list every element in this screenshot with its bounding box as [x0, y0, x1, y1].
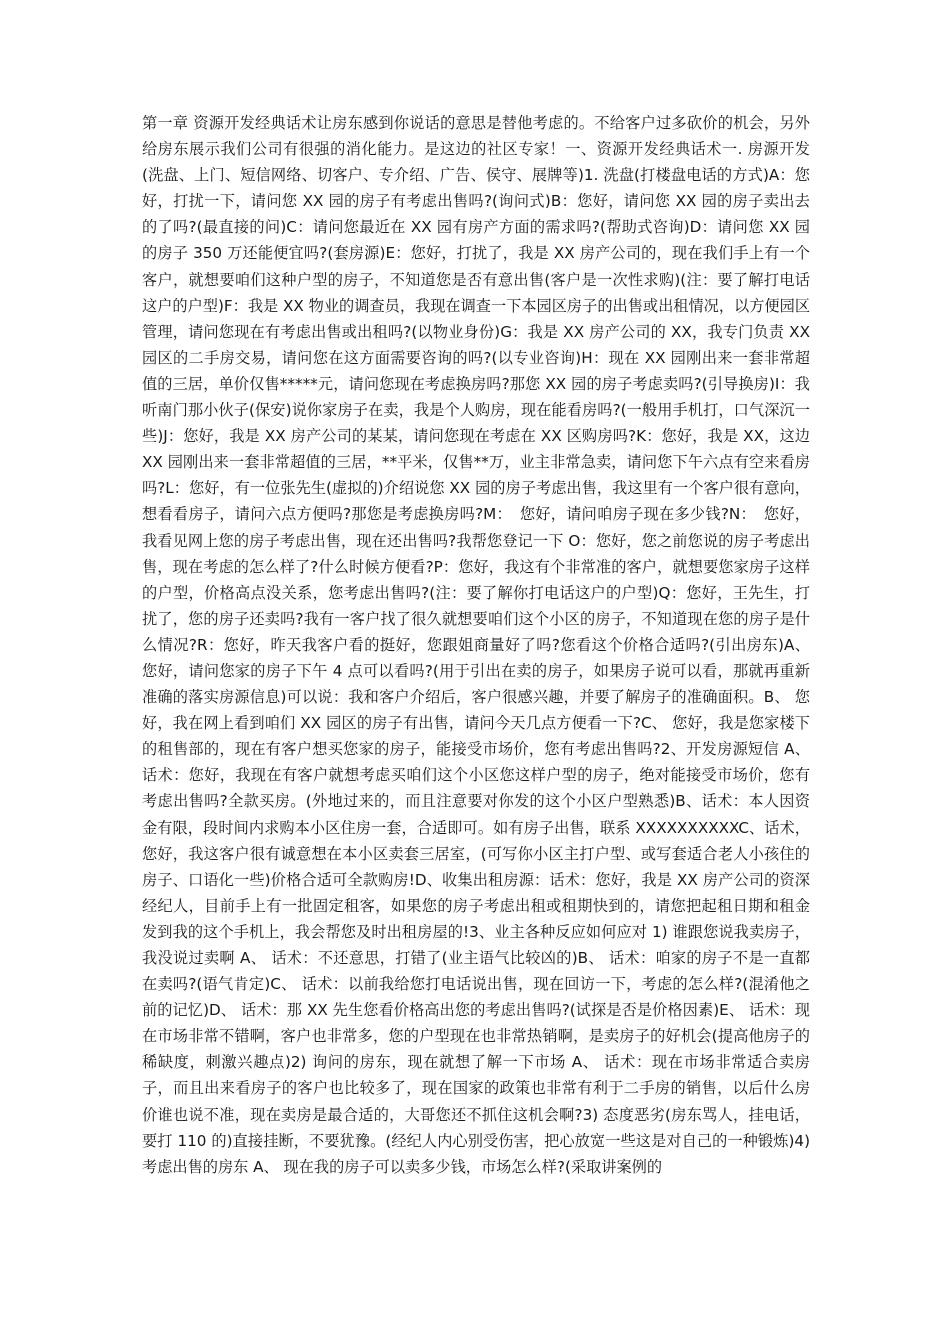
document-body-text: 第一章 资源开发经典话术让房东感到你说话的意思是替他考虑的。不给客户过多砍价的机会，另外给房东展示我们公司有很强的消化能力。是这边的社区专家！一、资源开发经典话术一. 房源开发(洗盘、上门、短信网络、切客户、专介绍、广告、侯守、展牌等)1. 洗盘(打楼盘电话的方式)A：您好，打扰一下，请问您 XX 园的房子有考虑出售吗?(询问式)B：您好，请问您 XX 园的房子卖出去的了吗?(最直接的问)C：请问您最近在 XX 园有房产方面的需求吗?(帮助式咨询)D：请问您 XX 园的房子 350 万还能便宜吗?(套房源)E：您好，打扰了，我是 XX 房产公司的，现在我们手上有一个客户，就想要咱们这种户型的房子，不知道您是否有意出售(客户是一次性求购)(注：要了解打电话这户的户型)F：我是 XX 物业的调查员，我现在调查一下本园区房子的出售或出租情况，以方便园区管理，请问您现在有考虑出售或出租吗?(以物业身份)G：我是 XX 房产公司的 XX，我专门负责 XX 园区的二手房交易，请问您在这方面需要咨询的吗?(以专业咨询)H：现在 XX 园刚出来一套非常超值的三居，单价仅售*****元，请问您现在考虑换房吗?那您 XX 园的房子考虑卖吗?(引导换房)I：我听南门那小伙子(保安)说你家房子在卖，我是个人购房，现在能看房吗?(一般用手机打，口气深沉一些)J：您好，我是 XX 房产公司的某某，请问您现在考虑在 XX 区购房吗?K：您好，我是 XX，这边 XX 园刚出来一套非常超值的三居，**平米，仅售**万，业主非常急卖，请问您下午六点有空来看房吗?L：您好，有一位张先生(虚拟的)介绍说您 XX 园的房子考虑出售，我这里有一个客户很有意向，想看看房子，请问六点方便吗?那您是考虑换房吗?M： 您好，请问咱房子现在多少钱?N： 您好，我看见网上您的房子考虑出售，现在还出售吗?我帮您登记一下 O：您好，您之前您说的房子考虑出售，现在考虑的怎么样了?什么时候方便看?P：您好，我这有个非常准的客户，就想要您家房子这样的户型，价格高点没关系，您考虑出售吗?(注：要了解你打电话这户的户型)Q：您好，王先生，打扰了，您的房子还卖吗?我有一客户找了很久就想要咱们这个小区的房子，不知道现在您的房子是什么情况?R：您好，昨天我客户看的挺好，您跟姐商量好了吗?您看这个价格合适吗?(引出房东)A、 您好，请问您家的房子下午 4 点可以看吗?(用于引出在卖的房子，如果房子说可以看，那就再重新准确的落实房源信息)可以说：我和客户介绍后，客户很感兴趣，并要了解房子的准确面积。B、 您好，我在网上看到咱们 XX 园区的房子有出售，请问今天几点方便看一下?C、 您好，我是您家楼下的租售部的，现在有客户想买您家的房子，能接受市场价，您有考虑出售吗?2、开发房源短信 A、话术：您好，我现在有客户就想考虑买咱们这个小区您这样户型的房子，绝对能接受市场价，您有考虑出售吗?全款买房。(外地过来的，而且注意要对你发的这个小区户型熟悉)B、话术：本人因资金有限，段时间内求购本小区住房一套，合适即可。如有房子出售，联系 XXXXXXXXXXC、话术，您好，我这客户很有诚意想在本小区卖套三居室，(可写你小区主打户型、或写套适合老人小孩住的房子、口语化一些)价格合适可全款购房!D、收集出租房源：话术：您好，我是 XX 房产公司的资深经纪人，目前手上有一批固定租客，如果您的房子考虑出租或租期快到的，请您把起租日期和租金发到我的这个手机上，我会帮您及时出租房屋的!3、业主各种反应如何应对 1) 谁跟您说我卖房子，我没说过卖啊 A、 话术：不还意思，打错了(业主语气比较凶的)B、 话术：咱家的房子不是一直都在卖吗?(语气肯定)C、 话术：以前我给您打电话说出售，现在回访一下，考虑的怎么样?(混淆他之前的记忆)D、 话术：那 XX 先生您看价格高出您的考虑出售吗?(试探是否是价格因素)E、 话术：现在市场非常不错啊，客户也非常多，您的户型现在也非常热销啊，是卖房子的好机会(提高他房子的稀缺度，刺激兴趣点)2) 询问的房东，现在就想了解一下市场 A、 话术：现在市场非常适合卖房子，而且出来看房子的客户也比较多了，现在国家的政策也非常有利于二手房的销售，以后什么房价谁也说不准，现在卖房是最合适的，大哥您还不抓住这机会啊?3) 态度恶劣(房东骂人，挂电话，要打 110 的)直接挂断，不要犹豫。(经纪人内心别受伤害，把心放宽一些这是对自己的一种锻炼)4) 考虑出售的房东 A、 现在我的房子可以卖多少钱，市场怎么样?(采取讲案例的	[142, 114, 810, 1176]
